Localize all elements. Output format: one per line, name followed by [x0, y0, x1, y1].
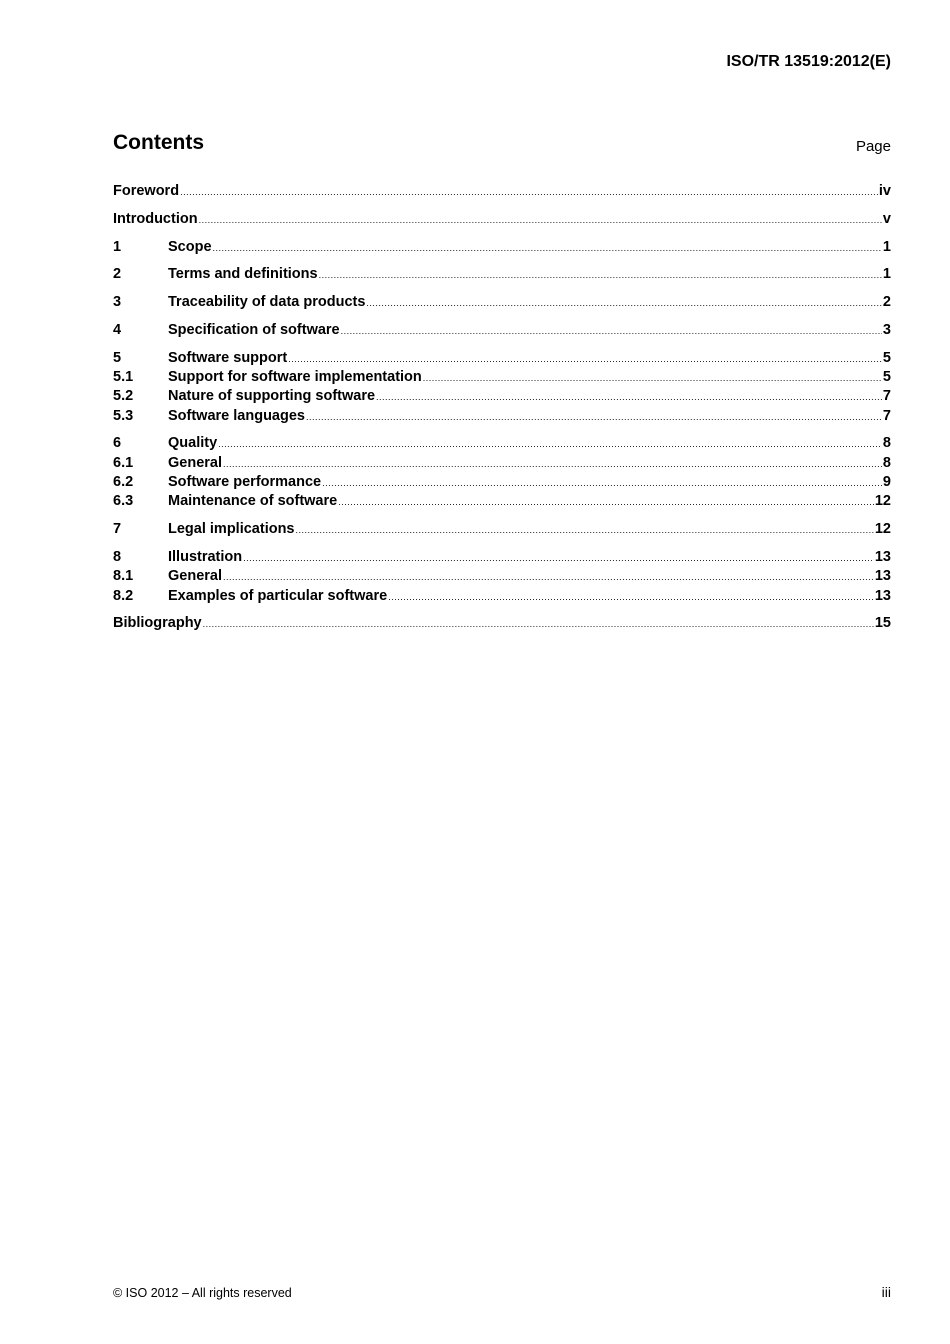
toc-entry-title: Specification of software [168, 321, 340, 338]
toc-entry-page: 13 [874, 548, 891, 565]
toc-entry-number: 6.2 [113, 474, 134, 491]
toc-entry-number: 8.2 [113, 587, 134, 604]
toc-entry-page: 13 [874, 568, 891, 585]
toc-leader-dots [322, 474, 882, 493]
toc-entry-page: v [882, 210, 891, 227]
copyright-notice: © ISO 2012 – All rights reserved [113, 1286, 292, 1300]
toc-entry[interactable] [113, 614, 891, 633]
toc-entry-number: 5.1 [113, 369, 134, 386]
toc-entry-page: 1 [882, 266, 891, 283]
toc-entry-number: 8 [113, 548, 122, 565]
toc-leader-dots [288, 350, 882, 369]
toc-entry-title: Support for software implementation [168, 369, 422, 386]
toc-entry-page: 8 [882, 435, 891, 452]
toc-entry-number: 7 [113, 521, 122, 538]
toc-leader-dots [296, 521, 874, 540]
toc-leader-dots [203, 615, 874, 634]
toc-entry-title: Nature of supporting software [168, 388, 376, 405]
document-id: ISO/TR 13519:2012(E) [726, 53, 891, 70]
page-number: iii [881, 1284, 891, 1300]
contents-title: Contents [113, 131, 204, 154]
toc-entry[interactable] [113, 349, 891, 368]
toc-entry[interactable] [113, 473, 891, 492]
toc-entry-title: Introduction [113, 210, 198, 227]
toc-entry[interactable] [113, 368, 891, 387]
toc-leader-dots [218, 435, 882, 454]
toc-entry-title: Software support [168, 349, 288, 366]
toc-entry-title: General [168, 454, 222, 471]
toc-entry[interactable] [113, 407, 891, 426]
toc-entry-page: 5 [882, 349, 891, 366]
toc-entry-title: Examples of particular software [168, 587, 388, 604]
toc-leader-dots [338, 493, 874, 512]
toc-entry-page: 12 [874, 521, 891, 538]
toc-entry-title: Illustration [168, 548, 243, 565]
toc-entry-title: Scope [168, 238, 212, 255]
toc-entry[interactable] [113, 548, 891, 567]
toc-entry-number: 6.1 [113, 454, 134, 471]
toc-entry-number: 4 [113, 321, 122, 338]
toc-entry-page: 15 [874, 615, 891, 632]
toc-entry-title: Terms and definitions [168, 266, 318, 283]
toc-entry-number: 5.2 [113, 388, 134, 405]
toc-entry-number: 2 [113, 266, 122, 283]
toc-entry-title: Legal implications [168, 521, 295, 538]
toc-entry-page: 7 [882, 407, 891, 424]
toc-entry-number: 6.3 [113, 493, 134, 510]
page-column-label: Page [855, 138, 891, 155]
toc-leader-dots [388, 588, 874, 607]
toc-entry-title: Foreword [113, 183, 180, 199]
toc-entry-page: 9 [882, 474, 891, 491]
toc-entry[interactable] [113, 265, 891, 284]
toc-entry-page: 13 [874, 587, 891, 604]
toc-entry-title: Software languages [168, 407, 305, 424]
toc-leader-dots [180, 183, 878, 202]
toc-entry[interactable] [113, 492, 891, 511]
toc-leader-dots [213, 239, 882, 258]
toc-entry-page: 8 [882, 454, 891, 471]
toc-leader-dots [223, 455, 882, 474]
toc-leader-dots [319, 266, 882, 285]
table-of-contents [113, 182, 891, 634]
toc-leader-dots [223, 568, 874, 587]
toc-leader-dots [306, 408, 882, 427]
toc-entry-page: 5 [882, 369, 891, 386]
toc-entry[interactable] [113, 321, 891, 340]
toc-entry-number: 3 [113, 294, 122, 311]
toc-entry-title: Quality [168, 435, 218, 452]
toc-entry-title: Bibliography [113, 615, 202, 632]
toc-entry-title: General [168, 568, 222, 585]
toc-entry-page: 2 [882, 294, 891, 311]
toc-leader-dots [341, 322, 882, 341]
toc-entry-number: 6 [113, 435, 122, 452]
toc-entry-number: 5.3 [113, 407, 134, 424]
toc-leader-dots [423, 369, 882, 388]
toc-entry-number: 1 [113, 238, 122, 255]
toc-entry-page: 12 [874, 493, 891, 510]
toc-entry-number: 8.1 [113, 568, 134, 585]
toc-entry-page: 7 [882, 388, 891, 405]
toc-entry[interactable] [113, 520, 891, 539]
toc-entry-page: 3 [882, 321, 891, 338]
toc-leader-dots [243, 549, 874, 568]
toc-entry[interactable] [113, 210, 891, 229]
toc-entry-title: Traceability of data products [168, 294, 366, 311]
toc-entry[interactable] [113, 454, 891, 473]
toc-leader-dots [366, 294, 882, 313]
toc-entry-page: 1 [882, 238, 891, 255]
toc-entry[interactable] [113, 434, 891, 453]
toc-leader-dots [376, 388, 882, 407]
toc-entry-title: Maintenance of software [168, 493, 338, 510]
toc-entry[interactable] [113, 182, 891, 201]
toc-entry[interactable] [113, 587, 891, 606]
toc-entry[interactable] [113, 238, 891, 257]
toc-entry[interactable] [113, 387, 891, 406]
toc-entry-page: iv [878, 183, 891, 199]
toc-leader-dots [199, 211, 882, 230]
toc-entry[interactable] [113, 293, 891, 312]
toc-entry[interactable] [113, 567, 891, 586]
toc-entry-title: Software performance [168, 474, 322, 491]
toc-entry-number: 5 [113, 349, 122, 366]
